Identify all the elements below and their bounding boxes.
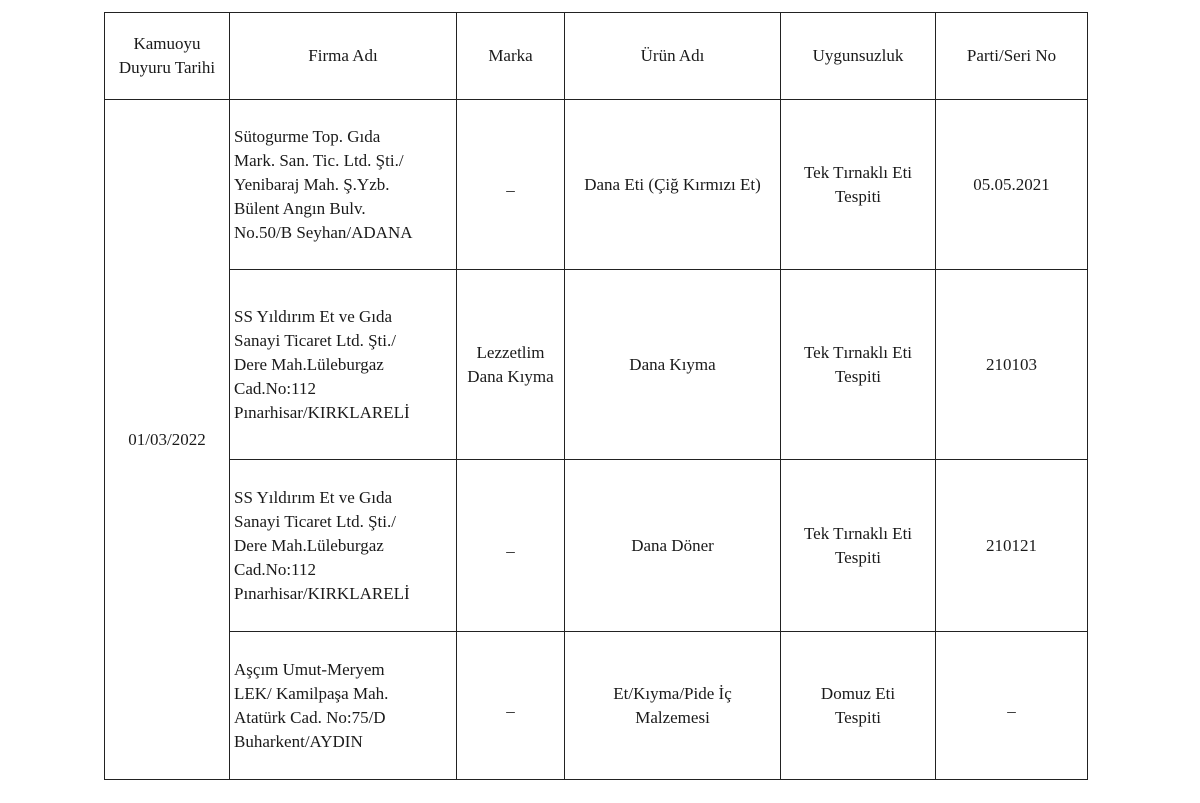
uygunsuzluk-line: Tek Tırnaklı Eti (803, 342, 913, 362)
header-date-line2: Duyuru Tarihi (118, 58, 216, 77)
header-firma: Firma Adı (230, 13, 457, 100)
urun-cell (565, 270, 781, 460)
uygunsuzluk-line: Domuz Eti (820, 683, 896, 703)
table-row (105, 460, 1088, 632)
firma-cell (230, 632, 457, 780)
urun-line: Malzemesi (635, 707, 710, 727)
marka-line: Lezzetlim (476, 342, 545, 362)
firma-line: Atatürk Cad. No:75/D (234, 707, 386, 727)
firma-line: Pınarhisar/KIRKLARELİ (234, 583, 410, 603)
parti-cell: _ (936, 632, 1088, 780)
uygunsuzluk-line: Tespiti (834, 707, 882, 727)
header-row (105, 13, 1088, 100)
urun-line: Et/Kıyma/Pide İç (613, 683, 732, 703)
header-date (105, 13, 230, 100)
header-urun: Ürün Adı (565, 13, 781, 100)
urun-cell (565, 632, 781, 780)
uygunsuzluk-cell (781, 100, 936, 270)
urun-line: Dana Döner (631, 535, 714, 555)
uygunsuzluk-line: Tespiti (834, 186, 882, 206)
firma-line: Dere Mah.Lüleburgaz (234, 535, 384, 555)
parti-cell: 210121 (936, 460, 1088, 632)
firma-line: Pınarhisar/KIRKLARELİ (234, 402, 410, 422)
uygunsuzluk-line: Tek Tırnaklı Eti (803, 523, 913, 543)
uygunsuzluk-line: Tespiti (834, 547, 882, 567)
parti-cell: 210103 (936, 270, 1088, 460)
marka-cell (457, 460, 565, 632)
firma-line: Mark. San. Tic. Ltd. Şti./ (234, 150, 404, 170)
firma-cell (230, 270, 457, 460)
firma-line: Dere Mah.Lüleburgaz (234, 354, 384, 374)
firma-line: SS Yıldırım Et ve Gıda (234, 306, 393, 326)
header-uygunsuzluk: Uygunsuzluk (781, 13, 936, 100)
firma-line: LEK/ Kamilpaşa Mah. (234, 683, 389, 703)
table-row (105, 270, 1088, 460)
firma-cell (230, 100, 457, 270)
header-date-line1: Kamuoyu (133, 34, 201, 53)
marka-line: _ (506, 695, 515, 715)
recall-table (104, 12, 1088, 780)
firma-line: Cad.No:112 (234, 378, 317, 398)
firma-line: No.50/B Seyhan/ADANA (234, 222, 413, 242)
firma-line: Bülent Angın Bulv. (234, 198, 366, 218)
firma-line: Sütogurme Top. Gıda (234, 126, 381, 146)
urun-line: Dana Kıyma (629, 354, 716, 374)
firma-line: SS Yıldırım Et ve Gıda (234, 487, 393, 507)
uygunsuzluk-line: Tespiti (834, 366, 882, 386)
marka-cell (457, 100, 565, 270)
uygunsuzluk-cell (781, 460, 936, 632)
table-row (105, 632, 1088, 780)
firma-line: Sanayi Ticaret Ltd. Şti./ (234, 330, 396, 350)
urun-cell (565, 100, 781, 270)
marka-line: _ (506, 535, 515, 555)
header-parti: Parti/Seri No (936, 13, 1088, 100)
marka-line: Dana Kıyma (467, 366, 554, 386)
firma-line: Cad.No:112 (234, 559, 317, 579)
parti-cell: 05.05.2021 (936, 100, 1088, 270)
uygunsuzluk-cell (781, 632, 936, 780)
firma-cell (230, 460, 457, 632)
header-marka: Marka (457, 13, 565, 100)
announcement-date: 01/03/2022 (105, 100, 230, 780)
marka-cell (457, 270, 565, 460)
firma-line: Yenibaraj Mah. Ş.Yzb. (234, 174, 390, 194)
marka-line: _ (506, 174, 515, 194)
marka-cell (457, 632, 565, 780)
firma-line: Aşçım Umut-Meryem (234, 659, 385, 679)
uygunsuzluk-line: Tek Tırnaklı Eti (803, 162, 913, 182)
table-row (105, 100, 1088, 270)
firma-line: Sanayi Ticaret Ltd. Şti./ (234, 511, 396, 531)
firma-line: Buharkent/AYDIN (234, 731, 363, 751)
urun-cell (565, 460, 781, 632)
urun-line: Dana Eti (Çiğ Kırmızı Et) (584, 174, 761, 194)
uygunsuzluk-cell (781, 270, 936, 460)
